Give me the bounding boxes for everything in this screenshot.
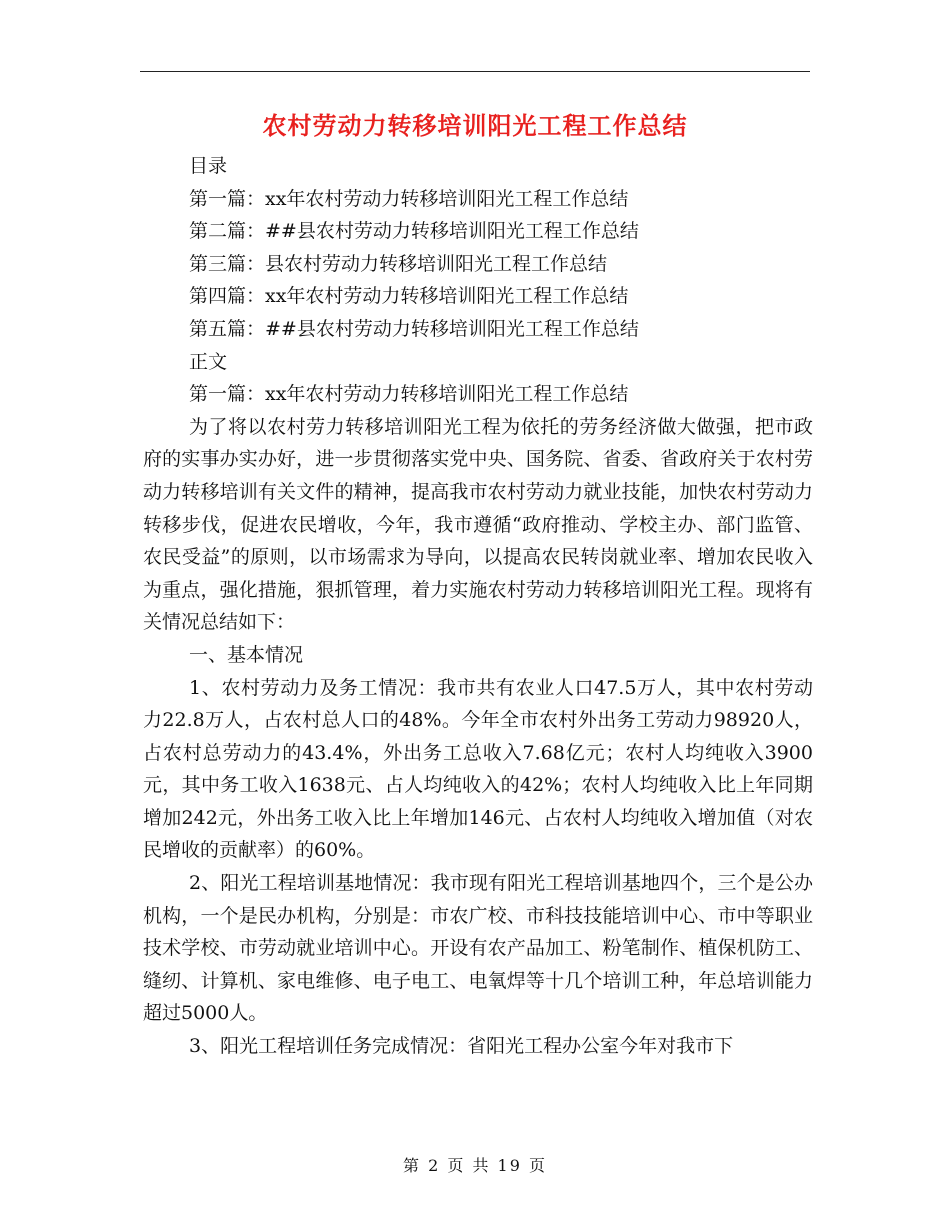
body-heading: 正文: [189, 350, 228, 373]
toc-item: 第三篇：县农村劳动力转移培训阳光工程工作总结: [189, 252, 608, 275]
toc-item: 第五篇：##县农村劳动力转移培训阳光工程工作总结: [189, 317, 639, 340]
document-body: [143, 150, 813, 1063]
paragraph-training-tasks: 3、阳光工程培训任务完成情况：省阳光工程办公室今年对我市下: [189, 1035, 734, 1058]
toc-heading: 目录: [189, 155, 228, 177]
paragraph-intro: 为了将以农村劳力转移培训阳光工程为依托的劳务经济做大做强，把市政府的实事办实办好，进一步贯彻落实党中央、国务院、省委、省政府关于农村劳动力转移培训有关文件的精神，提高我市农村劳动力就业技能，加快农村劳动力转移步伐，促进农民增收，今年，我市遵循“政府推动、学校主办、部门监管、农民受益”的原则，以市场需求为导向，以提高农民转岗就业率、增加农民收入为重点，强化措施，狠抓管理，着力实施农村劳动力转移培训阳光工程。现将有关情况总结如下：: [143, 415, 813, 634]
paragraph-labor-stats: 1、农村劳动力及务工情况：我市共有农业人口47.5万人，其中农村劳动力22.8万人，占农村总人口的48%。今年全市农村外出务工劳动力98920人，占农村总劳动力的43.4%，外出务工总收入7.68亿元；农村人均纯收入3900元，其中务工收入1638元、占人均纯收入的42%；农村人均纯收入比上年同期增加242元，外出务工收入比上年增加146元、占农村人均纯收入增加值（对农民增收的贡献率）的60%。: [143, 676, 813, 862]
section-heading: 一、基本情况: [189, 643, 304, 666]
toc-item: 第二篇：##县农村劳动力转移培训阳光工程工作总结: [189, 220, 639, 243]
chapter-title: 第一篇：xx年农村劳动力转移培训阳光工程工作总结: [189, 383, 629, 406]
document-title: 农村劳动力转移培训阳光工程工作总结: [262, 112, 688, 140]
page-footer: 第 2 页 共 19 页: [403, 1156, 547, 1175]
header-rule: [140, 71, 810, 72]
toc-item: 第四篇：xx年农村劳动力转移培训阳光工程工作总结: [189, 285, 629, 308]
toc-item: 第一篇：xx年农村劳动力转移培训阳光工程工作总结: [189, 187, 629, 210]
paragraph-training-bases: 2、阳光工程培训基地情况：我市现有阳光工程培训基地四个，三个是公办机构，一个是民办机构，分别是：市农广校、市科技技能培训中心、市中等职业技术学校、市劳动就业培训中心。开设有农产品加工、粉笔制作、植保机防工、缝纫、计算机、家电维修、电子电工、电氧焊等十几个培训工种，年总培训能力超过5000人。: [143, 872, 813, 1025]
